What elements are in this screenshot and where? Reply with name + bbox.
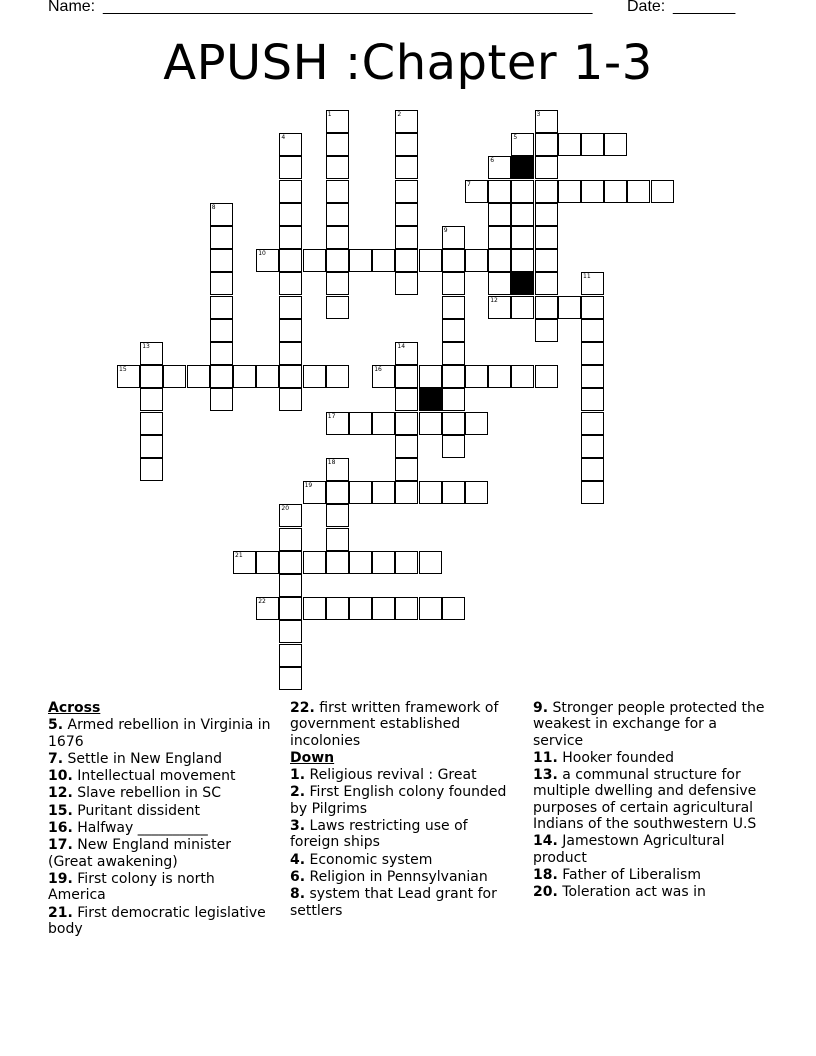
grid-cell[interactable] [372, 249, 395, 272]
grid-cell[interactable] [581, 133, 604, 156]
grid-cell[interactable] [395, 551, 418, 574]
grid-cell[interactable] [535, 203, 558, 226]
clue-number: 17 [327, 412, 336, 420]
grid-cell[interactable] [535, 319, 558, 342]
grid-cell[interactable] [140, 388, 163, 411]
clue-number: 1 [327, 111, 332, 118]
grid-cell[interactable] [279, 667, 302, 690]
grid-cell[interactable] [303, 249, 326, 272]
grid-cell[interactable] [326, 365, 349, 388]
grid-cell[interactable] [535, 110, 558, 133]
across-clue-15: 15. Puritant dissident [48, 802, 200, 819]
grid-cell[interactable] [395, 342, 418, 365]
across-clue-7: 7. Settle in New England [48, 750, 222, 767]
grid-cell[interactable] [326, 156, 349, 179]
grid-cell[interactable] [535, 180, 558, 203]
page-title: APUSH :Chapter 1-3 [163, 35, 653, 91]
grid-cell[interactable] [279, 226, 302, 249]
grid-cell[interactable] [140, 412, 163, 435]
grid-cell[interactable] [395, 180, 418, 203]
down-clue-8: 8. system that Lead grant for settlers [290, 886, 497, 919]
across-clue-19: 19. First colony is north America [48, 870, 215, 904]
grid-cell[interactable] [279, 249, 302, 272]
grid-cell[interactable] [372, 597, 395, 620]
grid-cell[interactable] [326, 296, 349, 319]
grid-cell[interactable] [140, 342, 163, 365]
grid-cell[interactable] [326, 133, 349, 156]
grid-cell[interactable] [372, 412, 395, 435]
grid-cell[interactable] [419, 597, 442, 620]
clue-number: 9 [443, 227, 448, 234]
grid-cell[interactable] [210, 226, 233, 249]
clues-column-2 [290, 700, 518, 920]
clue-number: 7 [467, 180, 471, 188]
grid-cell[interactable] [442, 319, 465, 342]
grid-cell[interactable] [279, 342, 302, 365]
down-clue-4: 4. Economic system [290, 851, 433, 868]
grid-cell[interactable] [488, 203, 511, 226]
grid-cell[interactable] [140, 365, 163, 388]
grid-cell[interactable] [395, 388, 418, 411]
grid-cell[interactable] [210, 203, 233, 226]
grid-cell[interactable] [442, 342, 465, 365]
grid-cell[interactable] [349, 249, 372, 272]
clue-number: 10 [258, 250, 266, 258]
grid-cell[interactable] [535, 133, 558, 156]
grid-cell[interactable] [419, 412, 442, 435]
across-clue-22: 22. first written framework of government established incolonies [290, 700, 499, 749]
grid-cell[interactable] [256, 597, 279, 620]
grid-cell[interactable] [326, 203, 349, 226]
grid-cell[interactable] [395, 133, 418, 156]
grid-cell[interactable] [187, 365, 210, 388]
grid-cell[interactable] [210, 342, 233, 365]
down-clue-18: 18. Father of Liberalism [533, 866, 701, 883]
grid-cell[interactable] [326, 504, 349, 527]
grid-cell[interactable] [488, 180, 511, 203]
grid-cell[interactable] [303, 551, 326, 574]
grid-cell[interactable] [442, 388, 465, 411]
grid-cell[interactable] [581, 365, 604, 388]
clue-number: 12 [490, 296, 498, 304]
grid-cell[interactable] [419, 365, 442, 388]
grid-cell[interactable] [210, 365, 233, 388]
grid-cell[interactable] [210, 249, 233, 272]
grid-cell[interactable] [140, 435, 163, 458]
grid-cell[interactable] [210, 388, 233, 411]
clue-number: 3 [536, 111, 541, 118]
grid-cell[interactable] [326, 597, 349, 620]
grid-cell[interactable] [535, 272, 558, 295]
grid-cell[interactable] [349, 412, 372, 435]
clue-number: 11 [583, 273, 591, 281]
grid-cell[interactable] [511, 365, 534, 388]
grid-cell[interactable] [233, 551, 256, 574]
grid-cell[interactable] [465, 365, 488, 388]
grid-cell[interactable] [326, 249, 349, 272]
grid-cell[interactable] [419, 249, 442, 272]
clue-number: 20 [281, 505, 290, 513]
grid-cell[interactable] [442, 296, 465, 319]
down-clue-13: 13. a communal structure for multiple dwelling and defensive purposes of certain agricultural Indians of the southwestern U.S [533, 767, 757, 833]
grid-cell[interactable] [442, 412, 465, 435]
grid-cell[interactable] [535, 249, 558, 272]
clue-number: 22 [258, 598, 266, 606]
clue-number: 6 [490, 157, 495, 165]
grid-cell[interactable] [465, 481, 488, 504]
grid-cell[interactable] [581, 319, 604, 342]
grid-cell[interactable] [326, 551, 349, 574]
grid-cell[interactable] [488, 296, 511, 319]
grid-cell[interactable] [349, 597, 372, 620]
grid-cell[interactable] [488, 272, 511, 295]
grid-cell[interactable] [279, 156, 302, 179]
grid-cell[interactable] [395, 365, 418, 388]
down-clue-9: 9. Stronger people protected the weakest in exchange for a service [533, 700, 765, 749]
grid-cell[interactable] [395, 272, 418, 295]
grid-cell[interactable] [581, 296, 604, 319]
grid-cell[interactable] [465, 180, 488, 203]
grid-cell[interactable] [326, 481, 349, 504]
grid-cell[interactable] [279, 528, 302, 551]
grid-cell[interactable] [233, 365, 256, 388]
grid-cell[interactable] [279, 504, 302, 527]
clue-number: 16 [374, 366, 382, 374]
across-clue-17: 17. New England minister (Great awakening) [48, 837, 231, 870]
grid-cell[interactable] [210, 272, 233, 295]
grid-cell[interactable] [581, 481, 604, 504]
grid-cell[interactable] [604, 133, 627, 156]
grid-cell[interactable] [303, 481, 326, 504]
grid-cell[interactable] [442, 435, 465, 458]
grid-cell[interactable] [488, 226, 511, 249]
grid-cell[interactable] [442, 249, 465, 272]
grid-cell[interactable] [372, 551, 395, 574]
grid-cell[interactable] [442, 272, 465, 295]
grid-cell[interactable] [511, 296, 534, 319]
grid-cell[interactable] [279, 644, 302, 667]
grid-cell[interactable] [279, 388, 302, 411]
down-clue-1: 1. Religious revival : Great [290, 767, 477, 784]
grid-cell[interactable] [395, 226, 418, 249]
clue-number: 15 [119, 366, 127, 374]
grid-cell[interactable] [535, 226, 558, 249]
grid-cell[interactable] [256, 551, 279, 574]
grid-cell[interactable] [651, 180, 674, 203]
grid-cell[interactable] [419, 551, 442, 574]
grid-cell[interactable] [210, 319, 233, 342]
grid-cell[interactable] [511, 180, 534, 203]
clues-section [0, 700, 816, 950]
date-label: Date: [627, 0, 666, 15]
grid-block-cell [511, 272, 534, 295]
grid-cell[interactable] [558, 133, 581, 156]
grid-cell[interactable] [395, 481, 418, 504]
grid-cell[interactable] [419, 481, 442, 504]
grid-cell[interactable] [442, 226, 465, 249]
grid-block-cell [511, 156, 534, 179]
grid-cell[interactable] [279, 597, 302, 620]
clue-number: 8 [211, 203, 216, 211]
grid-cell[interactable] [581, 272, 604, 295]
grid-cell[interactable] [279, 620, 302, 643]
down-clue-20: 20. Toleration act was in [533, 884, 706, 901]
name-field[interactable]: _______________________________________________________ [103, 0, 593, 15]
grid-cell[interactable] [140, 458, 163, 481]
grid-cell[interactable] [442, 597, 465, 620]
grid-cell[interactable] [326, 272, 349, 295]
grid-cell[interactable] [279, 574, 302, 597]
clue-number: 19 [304, 482, 313, 490]
across-clue-12: 12. Slave rebellion in SC [48, 785, 221, 802]
grid-cell[interactable] [163, 365, 186, 388]
grid-cell[interactable] [395, 110, 418, 133]
grid-cell[interactable] [488, 249, 511, 272]
across-heading: Across [48, 700, 101, 716]
grid-cell[interactable] [395, 412, 418, 435]
grid-cell[interactable] [627, 180, 650, 203]
grid-cell[interactable] [558, 296, 581, 319]
down-clue-6: 6. Religion in Pennsylvanian [290, 868, 488, 885]
across-clue-21: 21. First democratic legislative body [48, 904, 266, 937]
clues-column-3 [533, 700, 768, 902]
grid-cell[interactable] [279, 133, 302, 156]
grid-cell[interactable] [511, 203, 534, 226]
across-clue-10: 10. Intellectual movement [48, 768, 236, 785]
grid-cell[interactable] [279, 203, 302, 226]
grid-cell[interactable] [279, 272, 302, 295]
grid-cell[interactable] [372, 365, 395, 388]
grid-cell[interactable] [581, 435, 604, 458]
grid-block-cell [419, 388, 442, 411]
grid-cell[interactable] [279, 296, 302, 319]
grid-cell[interactable] [511, 226, 534, 249]
grid-cell[interactable] [303, 597, 326, 620]
grid-cell[interactable] [581, 180, 604, 203]
grid-cell[interactable] [442, 481, 465, 504]
grid-cell[interactable] [465, 412, 488, 435]
clue-number: 18 [327, 459, 336, 466]
grid-cell[interactable] [279, 180, 302, 203]
grid-cell[interactable] [326, 226, 349, 249]
grid-cell[interactable] [511, 249, 534, 272]
grid-cell[interactable] [349, 551, 372, 574]
grid-cell[interactable] [581, 412, 604, 435]
grid-cell[interactable] [279, 319, 302, 342]
down-clue-14: 14. Jamestown Agricultural product [533, 833, 725, 866]
down-clue-11: 11. Hooker founded [533, 749, 674, 766]
grid-cell[interactable] [256, 249, 279, 272]
down-heading: Down [290, 749, 335, 766]
grid-cell[interactable] [488, 365, 511, 388]
grid-cell[interactable] [395, 458, 418, 481]
grid-cell[interactable] [488, 156, 511, 179]
clue-number: 5 [513, 134, 518, 142]
grid-cell[interactable] [279, 551, 302, 574]
grid-cell[interactable] [581, 458, 604, 481]
grid-cell[interactable] [395, 203, 418, 226]
grid-cell[interactable] [581, 342, 604, 365]
grid-cell[interactable] [210, 296, 233, 319]
grid-cell[interactable] [326, 458, 349, 481]
grid-cell[interactable] [581, 388, 604, 411]
clue-number: 2 [397, 111, 402, 118]
grid-cell[interactable] [326, 412, 349, 435]
clue-number: 4 [281, 134, 286, 142]
across-clue-16: 16. Halfway __________ [48, 820, 208, 837]
grid-cell[interactable] [279, 365, 302, 388]
grid-cell[interactable] [117, 365, 140, 388]
grid-cell[interactable] [303, 365, 326, 388]
grid-cell[interactable] [535, 365, 558, 388]
clue-number: 21 [235, 551, 243, 559]
grid-cell[interactable] [604, 180, 627, 203]
grid-cell[interactable] [349, 481, 372, 504]
down-clue-2: 2. First English colony founded by Pilgrims [290, 784, 507, 817]
grid-cell[interactable] [256, 365, 279, 388]
grid-cell[interactable] [535, 156, 558, 179]
grid-cell[interactable] [395, 156, 418, 179]
clue-number: 13 [142, 343, 150, 350]
name-label: Name: [48, 0, 96, 15]
grid-cell[interactable] [395, 435, 418, 458]
grid-cell[interactable] [535, 296, 558, 319]
grid-cell[interactable] [395, 597, 418, 620]
grid-cell[interactable] [465, 249, 488, 272]
down-clue-3: 3. Laws restricting use of foreign ships [290, 818, 468, 851]
grid-cell[interactable] [326, 528, 349, 551]
grid-cell[interactable] [442, 365, 465, 388]
grid-cell[interactable] [558, 180, 581, 203]
grid-cell[interactable] [326, 180, 349, 203]
clue-number: 14 [397, 343, 406, 350]
grid-cell[interactable] [511, 133, 534, 156]
date-field[interactable]: _______ [673, 0, 736, 15]
across-clue-5: 5. Armed rebellion in Virginia in 1676 [48, 717, 271, 750]
clues-column-1 [48, 700, 276, 938]
grid-cell[interactable] [372, 481, 395, 504]
grid-cell[interactable] [326, 110, 349, 133]
grid-cell[interactable] [395, 249, 418, 272]
